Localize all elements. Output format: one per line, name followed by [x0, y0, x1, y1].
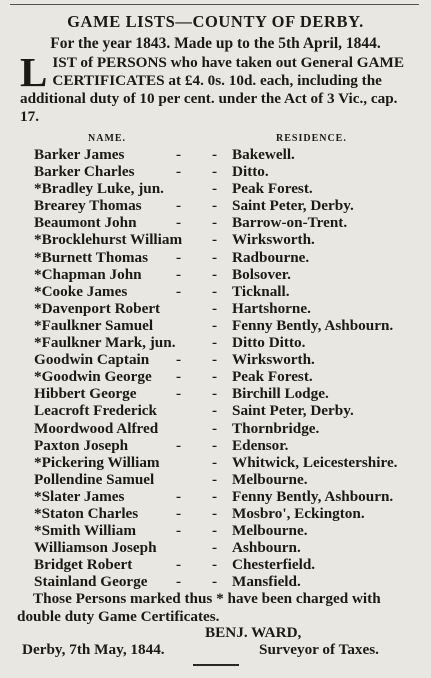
entry-residence: Mosbro', Eckington.	[232, 504, 365, 522]
entry-name: Barker James	[34, 146, 125, 163]
list-item	[0, 573, 431, 590]
list-item	[0, 214, 431, 231]
entry-name: *Bradley Luke, jun.	[34, 180, 164, 198]
entry-name: *Faulkner Samuel	[34, 316, 154, 334]
entry-name: Beaumont John	[34, 214, 137, 232]
entry-name: *Smith William	[34, 522, 136, 540]
entry-name: Moordwood Alfred	[34, 419, 159, 437]
entry-dash: -	[212, 146, 218, 163]
entry-name: *Burnett Thomas	[34, 248, 149, 266]
list-item	[0, 368, 431, 385]
entry-dash: -	[212, 231, 218, 249]
entry-residence: Whitwick, Leicestershire.	[232, 453, 398, 471]
entry-dash: -	[212, 504, 218, 522]
entry-dash: -	[212, 556, 218, 574]
place-date: Derby, 7th May, 1844.	[22, 641, 165, 658]
entry-dash: -	[212, 385, 218, 403]
list-item	[0, 505, 431, 522]
note-line-1: Those Persons marked thus * have been charged with	[33, 590, 381, 607]
residence-column-header: RESIDENCE.	[276, 133, 347, 144]
entry-dash: -	[176, 351, 182, 369]
entry-dash: -	[212, 299, 218, 317]
signer-name: BENJ. WARD,	[205, 624, 302, 641]
entry-residence: Peak Forest.	[232, 180, 313, 198]
entry-residence: Saint Peter, Derby.	[232, 402, 354, 420]
entry-name: Paxton Joseph	[34, 436, 129, 454]
entry-residence: Hartshorne.	[232, 299, 311, 317]
entry-dash: -	[212, 351, 218, 369]
top-rule	[10, 4, 419, 5]
entry-residence: Fenny Bently, Ashbourn.	[232, 487, 394, 505]
list-item	[0, 522, 431, 539]
list-item	[0, 454, 431, 471]
entry-dash: -	[212, 453, 218, 471]
entry-dash: -	[212, 265, 218, 283]
notice-title: GAME LISTS—COUNTY OF DERBY.	[67, 12, 364, 31]
entry-dash: -	[176, 214, 182, 232]
entry-name: Leacroft Frederick	[34, 402, 157, 420]
entry-dash: -	[176, 556, 182, 574]
entry-name: *Staton Charles	[34, 504, 139, 522]
notice-subtitle: For the year 1843. Made up to the 5th April, 1844.	[50, 35, 381, 52]
entry-name: Williamson Joseph	[34, 539, 157, 557]
entry-dash: -	[212, 402, 218, 420]
entry-dash: -	[212, 487, 218, 505]
entry-name: Bridget Robert	[34, 556, 133, 574]
entry-dash: -	[212, 214, 218, 232]
list-item	[0, 488, 431, 505]
entry-residence: Fenny Bently, Ashbourn.	[232, 316, 394, 334]
entry-residence: Ditto Ditto.	[232, 334, 306, 352]
list-item	[0, 180, 431, 197]
entry-dash: -	[212, 470, 218, 488]
entry-name: *Goodwin George	[34, 368, 152, 386]
entry-dash: -	[212, 368, 218, 386]
entry-dash: -	[212, 248, 218, 266]
entry-dash: -	[212, 539, 218, 557]
list-item	[0, 385, 431, 402]
list-item	[0, 146, 431, 163]
entry-name: *Davenport Robert	[34, 299, 161, 317]
entry-residence: Peak Forest.	[232, 368, 313, 386]
certificate-list	[0, 146, 431, 590]
entry-residence: Ticknall.	[232, 282, 290, 300]
entry-dash: -	[176, 265, 182, 283]
entry-name: *Chapman John	[34, 265, 142, 283]
list-item	[0, 556, 431, 573]
list-item	[0, 437, 431, 454]
entry-name: Goodwin Captain	[34, 351, 150, 369]
note-line-2: double duty Game Certificates.	[17, 608, 220, 625]
entry-residence: Melbourne.	[232, 470, 308, 488]
entry-dash: -	[176, 146, 182, 163]
drop-cap: L	[20, 49, 48, 95]
entry-dash: -	[212, 419, 218, 437]
entry-residence: Birchill Lodge.	[232, 385, 329, 403]
entry-residence: Ditto.	[232, 163, 269, 181]
entry-name: Hibbert George	[34, 385, 137, 403]
entry-dash: -	[176, 385, 182, 403]
entry-name: Brearey Thomas	[34, 197, 142, 215]
list-item	[0, 539, 431, 556]
list-item	[0, 283, 431, 300]
entry-dash: -	[176, 504, 182, 522]
list-item	[0, 231, 431, 248]
entry-dash: -	[212, 163, 218, 181]
entry-name: *Brocklehurst William	[34, 231, 183, 249]
entry-dash: -	[212, 436, 218, 454]
entry-residence: Wirksworth.	[232, 351, 315, 369]
entry-residence: Mansfield.	[232, 573, 301, 591]
name-column-header: NAME.	[88, 133, 127, 144]
entry-dash: -	[212, 316, 218, 334]
list-item	[0, 249, 431, 266]
list-item	[0, 420, 431, 437]
intro-paragraph	[20, 49, 418, 126]
closing-rule	[193, 664, 239, 666]
entry-name: Barker Charles	[34, 163, 135, 181]
entry-residence: Wirksworth.	[232, 231, 315, 249]
entry-residence: Radbourne.	[232, 248, 310, 266]
entry-residence: Chesterfield.	[232, 556, 316, 574]
list-item	[0, 300, 431, 317]
entry-dash: -	[212, 180, 218, 198]
entry-name: *Cooke James	[34, 282, 128, 300]
list-item	[0, 334, 431, 351]
list-item	[0, 317, 431, 334]
entry-name: Pollendine Samuel	[34, 470, 155, 488]
surveyor-title: Surveyor of Taxes.	[259, 641, 379, 658]
entry-name: Stainland George	[34, 573, 148, 591]
list-item	[0, 266, 431, 283]
entry-name: *Faulkner Mark, jun.	[34, 334, 176, 352]
entry-dash: -	[176, 197, 182, 215]
intro-text: IST of PERSONS who have taken out General GAME CERTIFICATES at £4. 0s. 10d. each, including the additional duty of 10 per cent. under the Act of 3 Vic., cap. 17.	[20, 54, 404, 125]
entry-residence: Bakewell.	[232, 146, 295, 163]
list-item	[0, 351, 431, 368]
entry-residence: Melbourne.	[232, 522, 308, 540]
entry-dash: -	[176, 522, 182, 540]
entry-residence: Bolsover.	[232, 265, 291, 283]
entry-residence: Thornbridge.	[232, 419, 320, 437]
entry-dash: -	[212, 282, 218, 300]
entry-residence: Edensor.	[232, 436, 289, 454]
entry-dash: -	[176, 368, 182, 386]
entry-residence: Saint Peter, Derby.	[232, 197, 354, 215]
list-item	[0, 402, 431, 419]
entry-dash: -	[176, 248, 182, 266]
entry-name: *Slater James	[34, 487, 125, 505]
entry-residence: Ashbourn.	[232, 539, 301, 557]
entry-dash: -	[212, 573, 218, 591]
entry-dash: -	[176, 282, 182, 300]
entry-residence: Barrow-on-Trent.	[232, 214, 348, 232]
entry-dash: -	[212, 197, 218, 215]
entry-dash: -	[212, 334, 218, 352]
list-item	[0, 163, 431, 180]
entry-name: *Pickering William	[34, 453, 160, 471]
list-item	[0, 471, 431, 488]
list-item	[0, 197, 431, 214]
double-duty-note	[17, 590, 415, 626]
entry-dash: -	[176, 163, 182, 181]
entry-dash: -	[176, 487, 182, 505]
entry-dash: -	[176, 573, 182, 591]
entry-dash: -	[176, 436, 182, 454]
entry-dash: -	[212, 522, 218, 540]
